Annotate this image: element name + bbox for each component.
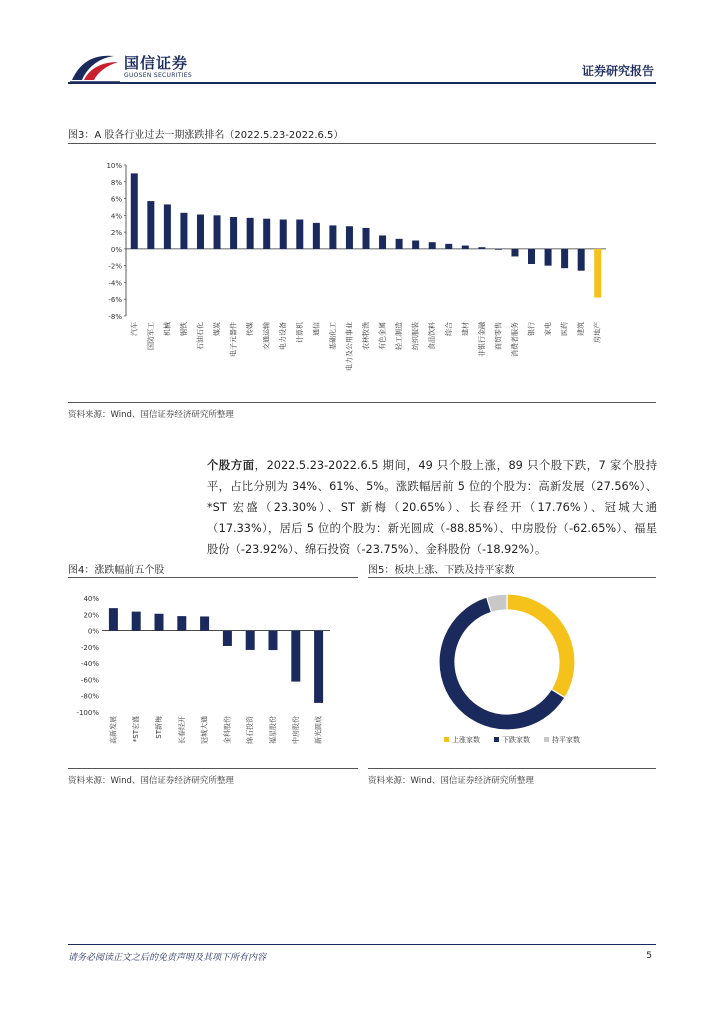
- chart4-bar: [246, 631, 255, 650]
- chart3-category-label: 非银行金融: [477, 322, 486, 357]
- chart4-ytick-label: -20%: [80, 643, 99, 652]
- chart3-ytick-label: -4%: [108, 279, 122, 288]
- chart5-slice: [507, 594, 575, 698]
- chart5-legend-label: 持平家数: [552, 736, 580, 744]
- up-down-flat-donut-chart: [368, 584, 656, 764]
- chart4-bar: [132, 612, 141, 631]
- chart4-category-label: 长春经开: [177, 716, 186, 744]
- chart3-category-label: 轻工制造: [395, 322, 404, 350]
- chart5-legend-label: 上涨家数: [452, 736, 480, 744]
- chart3-category-label: 通信: [312, 322, 321, 336]
- chart4-category-label: 福星股份: [269, 716, 277, 744]
- chart4-category-label: *ST宏盛: [132, 716, 141, 743]
- chart3-bar: [230, 217, 237, 249]
- chart3-category-label: 农林牧渔: [362, 322, 370, 350]
- chart3-bar: [545, 249, 552, 266]
- paragraph-body: ，2022.5.23-2022.6.5 期间，49 只个股上涨，89 只个股下跌，7 家个股持平，占比分别为 34%、61%、5%。涨跌幅居前 5 位的个股为：高新发展（27.56%）、*ST 宏盛（23.30%）、ST 新梅（20.65%）、长春经开（17.76%）、冠城大通（17.33%），居后 5 位的个股为：新光圆成（-88.85%）、中房股份（-62.65%）、福星股份（-23.92%）、绵石投资（-23.75%）、金科股份（-18.92%）。: [207, 459, 657, 556]
- chart3-category-label: 建材: [461, 322, 470, 336]
- chart3-bar: [478, 247, 485, 249]
- chart4-category-label: 冠城大通: [200, 716, 209, 744]
- chart3-category-label: 煤炭: [213, 322, 222, 336]
- figure3-top-rule: [68, 143, 656, 144]
- chart4-category-label: 中房股份: [291, 716, 300, 744]
- paragraph-lead: 个股方面: [207, 459, 255, 472]
- chart3-bar: [296, 220, 303, 249]
- figure4-bottom-rule: [68, 768, 358, 769]
- chart4-bar: [177, 616, 186, 630]
- chart3-category-label: 石油石化: [196, 322, 205, 350]
- chart3-category-label: 家电: [544, 322, 553, 336]
- guosen-logo-icon: [70, 50, 120, 84]
- chart3-category-label: 传媒: [246, 322, 255, 336]
- top-bottom-stocks-chart: [68, 590, 358, 765]
- chart3-category-label: 机械: [163, 322, 172, 336]
- chart3-bar: [164, 204, 171, 248]
- chart3-bar: [578, 249, 585, 271]
- chart3-ytick-label: -6%: [108, 296, 122, 305]
- chart4-ytick-label: -60%: [80, 676, 99, 685]
- chart3-bar: [363, 228, 370, 249]
- chart5-legend-swatch: [444, 737, 449, 742]
- figure5-title: 图5：板块上涨、下跌及持平家数: [368, 565, 515, 576]
- chart4-ytick-label: 20%: [83, 611, 99, 620]
- chart3-category-label: 有色金属: [378, 322, 387, 350]
- chart5-legend-swatch: [494, 737, 499, 742]
- chart3-category-label: 建筑: [577, 322, 586, 336]
- chart3-bar: [594, 249, 601, 298]
- chart4-bar: [109, 608, 118, 630]
- chart4-category-label: 绵石投资: [246, 716, 255, 744]
- chart3-category-label: 食品饮料: [428, 322, 437, 350]
- chart3-category-label: 银行: [527, 322, 536, 336]
- chart3-bar: [396, 239, 403, 249]
- chart3-category-label: 交通运输: [262, 322, 271, 350]
- chart3-category-label: 纺织服装: [411, 322, 420, 350]
- chart3-bar: [247, 218, 254, 249]
- chart3-ytick-label: 8%: [110, 178, 122, 187]
- chart3-bar: [412, 241, 419, 249]
- chart3-ytick-label: 2%: [110, 229, 122, 238]
- chart3-bar: [180, 213, 187, 249]
- chart3-category-label: 基础化工: [328, 322, 337, 350]
- chart3-bar: [280, 220, 287, 249]
- chart3-category-label: 综合: [444, 322, 453, 336]
- chart3-bar: [462, 246, 469, 249]
- chart3-bar: [346, 226, 353, 249]
- chart3-category-label: 国防军工: [146, 322, 155, 350]
- chart4-category-label: 金科股份: [223, 716, 232, 744]
- stock-summary-paragraph: [207, 455, 657, 560]
- chart4-category-label: ST新梅: [155, 716, 163, 739]
- chart4-ytick-label: -40%: [80, 660, 99, 669]
- figure5-source: 资料来源：Wind、国信证券经济研究所整理: [368, 776, 534, 786]
- figure5-bottom-rule: [368, 768, 656, 769]
- chart3-bar: [197, 214, 204, 248]
- chart4-ytick-label: 40%: [83, 595, 99, 603]
- page-number: 5: [646, 951, 652, 961]
- chart3-bar: [214, 215, 221, 249]
- chart3-bar: [528, 249, 535, 264]
- chart5-legend-label: 下跌家数: [502, 736, 530, 744]
- chart3-bar: [429, 242, 436, 249]
- figure3-source: 资料来源：Wind、国信证券经济研究所整理: [68, 410, 234, 420]
- chart4-ytick-label: -100%: [76, 709, 99, 717]
- chart3-ytick-label: 0%: [110, 245, 122, 254]
- chart4-bar: [223, 631, 232, 646]
- figure4-title: 图4：涨跌幅前五个股: [68, 565, 165, 576]
- chart3-ytick-label: 10%: [106, 162, 122, 170]
- footer-disclaimer: 请务必阅读正文之后的免责声明及其项下所有内容: [68, 953, 267, 963]
- header-divider: [68, 82, 656, 84]
- chart3-bar: [131, 173, 138, 249]
- chart3-category-label: 钢铁: [179, 322, 188, 336]
- logo-text-en: GUOSEN SECURITIES: [124, 72, 193, 79]
- industry-ranking-chart: [68, 146, 656, 398]
- logo-text-cn: 国信证券: [124, 54, 189, 72]
- chart3-ytick-label: -8%: [108, 313, 122, 321]
- chart4-bar: [314, 631, 323, 703]
- chart3-bar: [511, 249, 518, 257]
- chart3-category-label: 计算机: [295, 322, 304, 343]
- figure3-bottom-rule: [68, 402, 656, 403]
- chart3-bar: [495, 249, 502, 250]
- chart3-category-label: 房地产: [593, 322, 602, 343]
- chart4-ytick-label: -80%: [80, 692, 99, 701]
- chart4-bar: [269, 631, 278, 650]
- chart3-category-label: 电子元器件: [229, 322, 238, 357]
- figure4-top-rule: [68, 577, 358, 578]
- chart3-category-label: 汽车: [130, 322, 139, 336]
- chart3-bar: [379, 235, 386, 248]
- chart5-legend-swatch: [544, 737, 549, 742]
- chart3-bar: [329, 225, 336, 248]
- chart3-category-label: 医药: [560, 322, 569, 337]
- chart4-bar: [200, 616, 209, 630]
- figure5-top-rule: [368, 577, 656, 578]
- figure3-title: 图3：A 股各行业过去一期涨跌排名（2022.5.23-2022.6.5）: [68, 130, 344, 141]
- chart4-bar: [155, 614, 164, 631]
- footer-divider: [68, 944, 656, 945]
- chart4-bar: [291, 631, 300, 682]
- chart3-category-label: 消费者服务: [510, 322, 519, 357]
- chart3-category-label: 电力及公用事业: [345, 322, 354, 371]
- chart3-ytick-label: 6%: [110, 195, 122, 204]
- chart3-bar: [445, 244, 452, 249]
- chart3-ytick-label: 4%: [110, 212, 122, 221]
- chart4-category-label: 新光圆成: [314, 716, 323, 744]
- chart3-bar: [263, 219, 270, 249]
- report-type-label: 证券研究报告: [581, 64, 654, 78]
- chart3-category-label: 电力设备: [279, 322, 288, 350]
- chart4-category-label: 高新发展: [109, 716, 118, 744]
- chart4-ytick-label: 0%: [87, 627, 99, 636]
- chart3-bar: [561, 249, 568, 268]
- chart3-category-label: 商贸零售: [494, 322, 503, 350]
- chart3-bar: [147, 201, 154, 249]
- figure4-source: 资料来源：Wind、国信证券经济研究所整理: [68, 776, 234, 786]
- chart3-bar: [313, 223, 320, 249]
- chart3-ytick-label: -2%: [108, 262, 122, 271]
